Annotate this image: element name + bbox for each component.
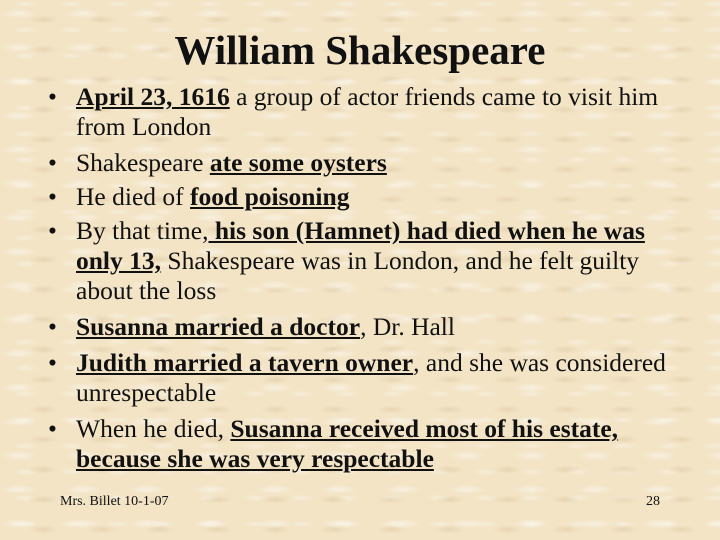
bullet-text-emphasis: ate some oysters bbox=[209, 148, 387, 177]
footer-author-date: Mrs. Billet 10-1-07 bbox=[60, 494, 169, 509]
slide-title: William Shakespeare bbox=[174, 27, 546, 73]
bullet-text-emphasis: Judith married a tavern owner bbox=[76, 348, 414, 377]
bullet-text: Shakespeare bbox=[76, 148, 210, 177]
bullet-text: Shakespeare was in London, and he felt guilty about the loss bbox=[76, 246, 640, 305]
bullet-item bbox=[48, 148, 688, 178]
bullet-text-emphasis: his son (Hamnet) had died when he was only 13, bbox=[76, 216, 645, 275]
bullet-text: a group of actor friends came to visit him from London bbox=[76, 82, 659, 141]
bullet-text-emphasis: April 23, 1616 bbox=[76, 82, 230, 111]
bullet-item bbox=[48, 414, 688, 474]
bullet-item bbox=[48, 82, 688, 142]
bullet-text-emphasis: Susanna received most of his estate, because she was very respectable bbox=[76, 414, 619, 473]
bullet-item bbox=[48, 312, 688, 342]
bullet-text-emphasis: Susanna married a doctor bbox=[76, 312, 361, 341]
bullet-list bbox=[48, 82, 688, 480]
bullet-text: He died of bbox=[76, 182, 191, 211]
bullet-text: , Dr. Hall bbox=[360, 312, 455, 341]
bullet-item bbox=[48, 182, 688, 212]
bullet-text-emphasis: food poisoning bbox=[190, 182, 350, 211]
slide-number: 28 bbox=[646, 494, 660, 509]
bullet-item bbox=[48, 216, 688, 306]
bullet-text: When he died, bbox=[76, 414, 231, 443]
bullet-item bbox=[48, 348, 688, 408]
bullet-text: , and she was considered unrespectable bbox=[76, 348, 666, 407]
bullet-text: By that time, bbox=[76, 216, 209, 245]
